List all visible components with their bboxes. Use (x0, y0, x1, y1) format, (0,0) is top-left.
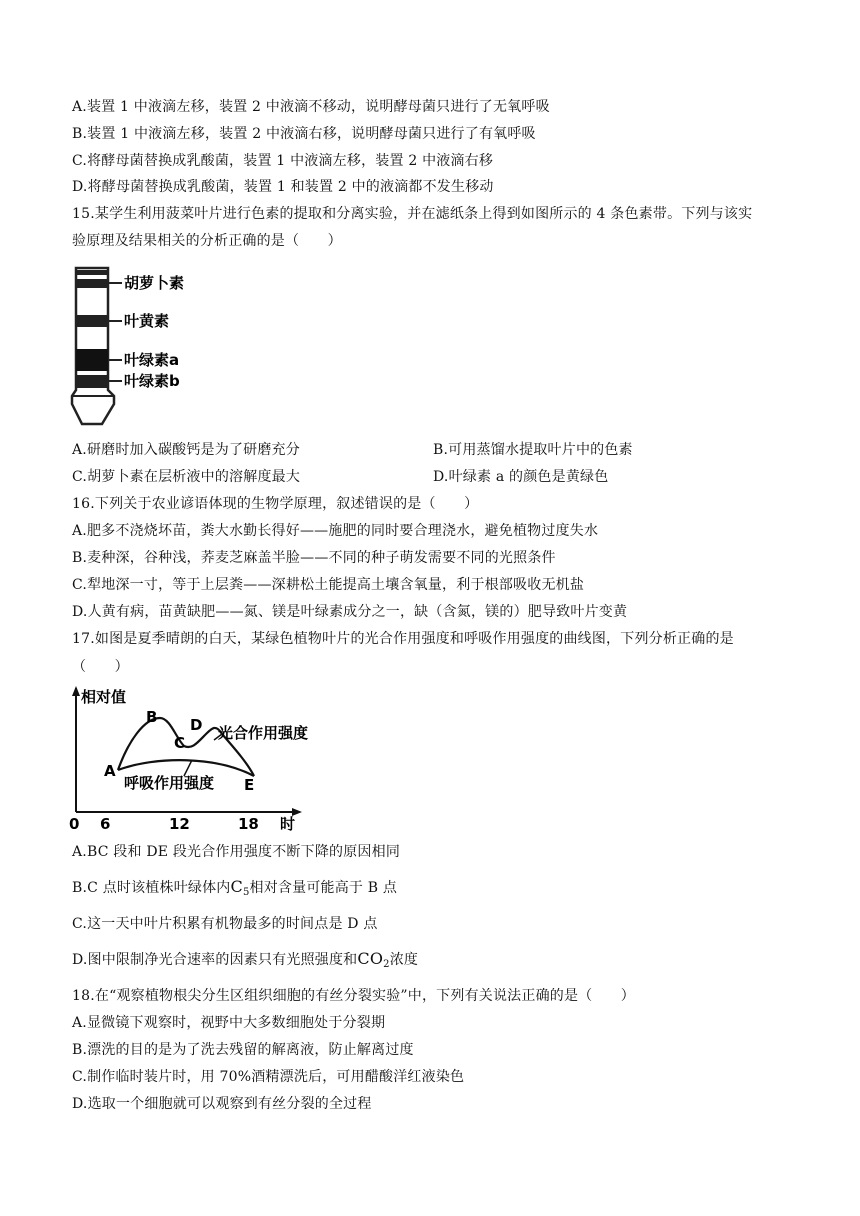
x-tick-6: 6 (100, 815, 111, 833)
q16-stem: 16.下列关于农业谚语体现的生物学原理，叙述错误的是（ ） (72, 496, 479, 512)
q16-option-d: D.人黄有病，苗黄缺肥——氮、镁是叶绿素成分之一，缺（含氮，镁的）肥导致叶片变黄 (72, 604, 628, 620)
q17-option-d (72, 949, 418, 975)
label-xanthophyll: 叶黄素 (124, 312, 170, 330)
c5-subscript: 5 (242, 887, 250, 898)
y-axis-label: 相对值 (81, 688, 127, 706)
point-b: B (146, 708, 158, 726)
q18-option-c: C.制作临时装片时，用 70%酒精漂洗后，可用醋酸洋红液染色 (72, 1069, 465, 1085)
q14-option-b: B.装置 1 中液滴左移，装置 2 中液滴右移，说明酵母菌只进行了有氧呼吸 (72, 126, 536, 142)
q15-stem-line2: 验原理及结果相关的分析正确的是（ ） (72, 233, 342, 249)
band-chlorophyll-b (76, 375, 108, 388)
q15-stem-line1: 15.某学生利用菠菜叶片进行色素的提取和分离实验，并在滤纸条上得到如图所示的 4 条色素带。下列与该实 (72, 206, 753, 222)
respiration-label: 呼吸作用强度 (124, 774, 215, 792)
q17-option-a: A.BC 段和 DE 段光合作用强度不断下降的原因相同 (72, 844, 401, 860)
photosynthesis-label: 光合作用强度 (218, 724, 309, 742)
label-chlorophyll-a: 叶绿素a (124, 351, 180, 369)
q14-option-d: D.将酵母菌替换成乳酸菌，装置 1 和装置 2 中的液滴都不发生移动 (72, 179, 494, 195)
q16-option-a: A.肥多不浇烧坏苗，粪大水勤长得好——施肥的同时要合理浇水，避免植物过度失水 (72, 523, 599, 539)
point-d: D (190, 716, 203, 734)
q15-option-b: B.可用蒸馏水提取叶片中的色素 (433, 442, 633, 458)
q17-stem-line1: 17.如图是夏季晴朗的白天，某绿色植物叶片的光合作用强度和呼吸作用强度的曲线图，下列分析正确的是 (72, 631, 734, 647)
q18-option-d: D.选取一个细胞就可以观察到有丝分裂的全过程 (72, 1096, 372, 1112)
co2-subscript: 2 (383, 959, 390, 970)
co2-formula: CO (357, 949, 384, 968)
q17-option-c: C.这一天中叶片积累有机物最多的时间点是 D 点 (72, 916, 378, 932)
q17-option-b-tail: 相对含量可能高于 B 点 (249, 880, 398, 896)
label-chlorophyll-b: 叶绿素b (124, 372, 180, 390)
x-tick-0: 0 (69, 815, 80, 833)
q14-option-c: C.将酵母菌替换成乳酸菌，装置 1 中液滴左移，装置 2 中液滴右移 (72, 153, 494, 169)
point-c: C (174, 734, 186, 752)
x-tick-12: 12 (169, 815, 190, 833)
q15-option-d: D.叶绿素 a 的颜色是黄绿色 (433, 469, 609, 485)
q16-option-b: B.麦种深，谷种浅，荞麦芝麻盖半脸——不同的种子萌发需要不同的光照条件 (72, 550, 556, 566)
q18-stem: 18.在“观察植物根尖分生区组织细胞的有丝分裂实验”中，下列有关说法正确的是（ ） (72, 988, 635, 1004)
q14-option-a: A.装置 1 中液滴左移，装置 2 中液滴不移动，说明酵母菌只进行了无氧呼吸 (72, 99, 550, 115)
q16-option-c: C.犁地深一寸，等于上层粪——深耕松土能提高土壤含氧量，利于根部吸收无机盐 (72, 577, 585, 593)
q15-pigment-strip-figure (70, 266, 210, 430)
q17-intensity-graph (66, 684, 312, 834)
c5-formula: C (230, 877, 243, 896)
point-a: A (104, 762, 116, 780)
q17-stem-line2: （ ） (72, 659, 129, 675)
q17-option-d-tail: 浓度 (389, 952, 419, 968)
x-tick-18: 18 (238, 815, 259, 833)
q15-option-a: A.研磨时加入碳酸钙是为了研磨充分 (72, 442, 300, 458)
q17-option-b-text: B.C 点时该植株叶绿体内 (72, 880, 231, 896)
band-xanthophyll (76, 315, 108, 327)
band-chlorophyll-a (76, 349, 108, 371)
q18-option-a: A.显微镜下观察时，视野中大多数细胞处于分裂期 (72, 1015, 386, 1031)
point-e: E (244, 776, 255, 794)
q17-option-b (72, 877, 397, 903)
q18-option-b: B.漂洗的目的是为了洗去残留的解离液，防止解离过度 (72, 1042, 414, 1058)
label-carotene: 胡萝卜素 (124, 274, 185, 292)
q15-option-c: C.胡萝卜素在层析液中的溶解度最大 (72, 469, 301, 485)
band-carotene (76, 279, 108, 288)
x-axis-unit: 时 (280, 815, 296, 833)
q17-option-d-text: D.图中限制净光合速率的因素只有光照强度和 (72, 952, 358, 968)
